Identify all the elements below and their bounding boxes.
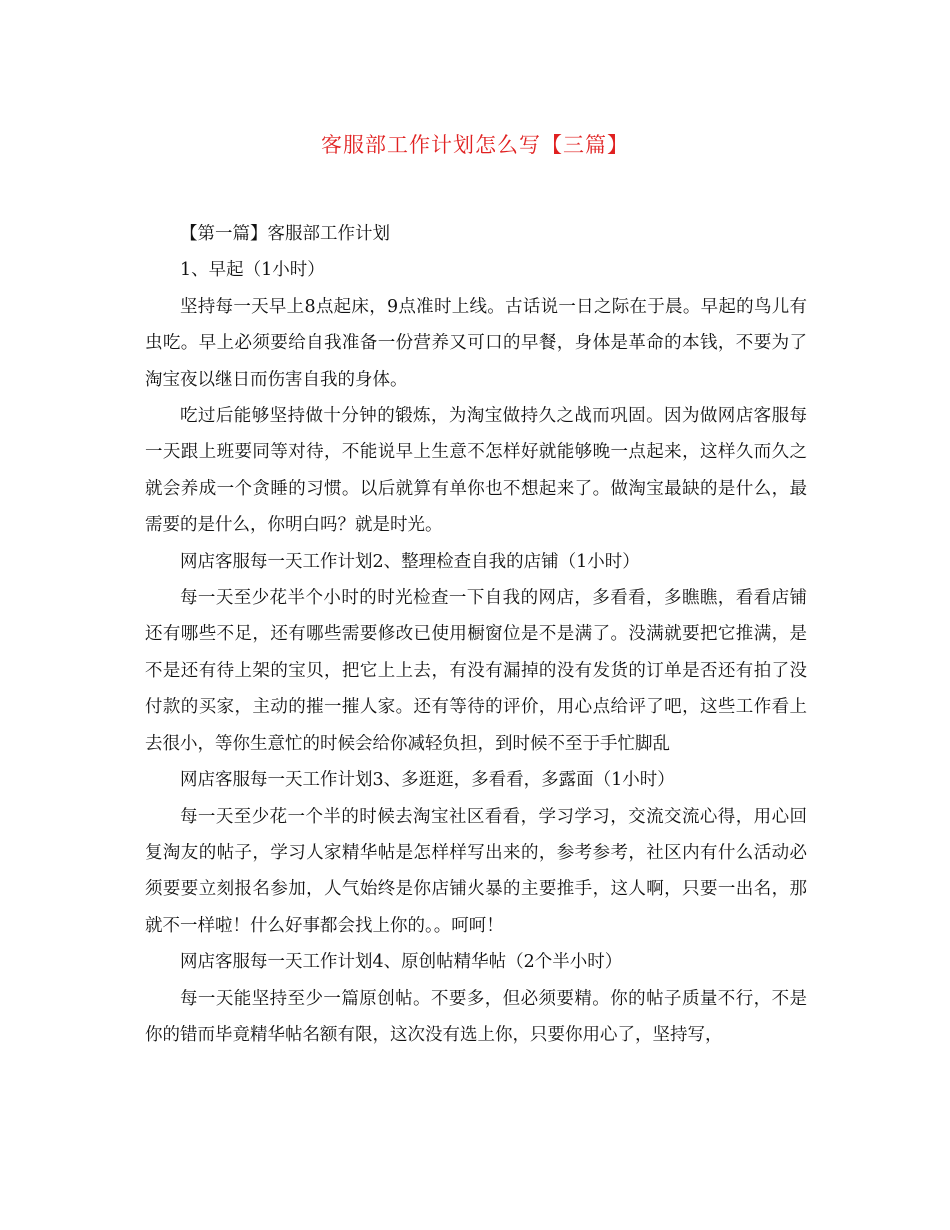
item-heading: 网店客服每一天工作计划2、整理检查自我的店铺（1小时） bbox=[180, 551, 640, 572]
item-heading: 网店客服每一天工作计划4、原创帖精华帖（2个半小时） bbox=[180, 952, 623, 973]
document-title: 客服部工作计划怎么写【三篇】 bbox=[321, 133, 629, 157]
document-body bbox=[145, 216, 807, 1053]
body-paragraph: 每一天能坚持至少一篇原创帖。不要多，但必须要精。你的帖子质量不行，不是你的错而毕竟精华帖名额有限，这次没有选上你，只要你用心了，坚持写， bbox=[145, 988, 807, 1045]
body-paragraph: 每一天至少花半个小时的时光检查一下自我的网店，多看看，多瞧瞧，看看店铺还有哪些不足，还有哪些需要修改已使用橱窗位是不是满了。没满就要把它推满，是不是还有待上架的宝贝，把它上上去，有没有漏掉的没有发货的订单是否还有拍了没付款的买家，主动的摧一摧人家。还有等待的评价，用心点给评了吧，这些工作看上去很小，等你生意忙的时候会给你减轻负担，到时候不至于手忙脚乱 bbox=[145, 588, 807, 754]
body-paragraph: 每一天至少花一个半的时候去淘宝社区看看，学习学习，交流交流心得，用心回复淘友的帖子，学习人家精华帖是怎样样写出来的，参考参考，社区内有什么活动必须要要立刻报名参加，人气始终是你店铺火暴的主要推手，这人啊，只要一出名，那就不一样啦！什么好事都会找上你的。。呵呵！ bbox=[145, 806, 807, 936]
item-heading: 1、早起（1小时） bbox=[180, 260, 325, 281]
body-paragraph: 吃过后能够坚持做十分钟的锻炼，为淘宝做持久之战而巩固。因为做网店客服每一天跟上班要同等对待，不能说早上生意不怎样好就能够晚一点起来，这样久而久之就会养成一个贪睡的习惯。以后就算有单你也不想起来了。做淘宝最缺的是什么，最需要的是什么，你明白吗？就是时光。 bbox=[145, 406, 807, 536]
body-paragraph: 坚持每一天早上8点起床，9点准时上线。古话说一日之际在于晨。早起的鸟儿有虫吃。早上必须要给自我准备一份营养又可口的早餐，身体是革命的本钱，不要为了淘宝夜以继日而伤害自我的身体。 bbox=[145, 296, 807, 390]
item-heading: 网店客服每一天工作计划3、多逛逛，多看看，多露面（1小时） bbox=[180, 770, 675, 791]
section-heading: 【第一篇】客服部工作计划 bbox=[180, 224, 390, 244]
